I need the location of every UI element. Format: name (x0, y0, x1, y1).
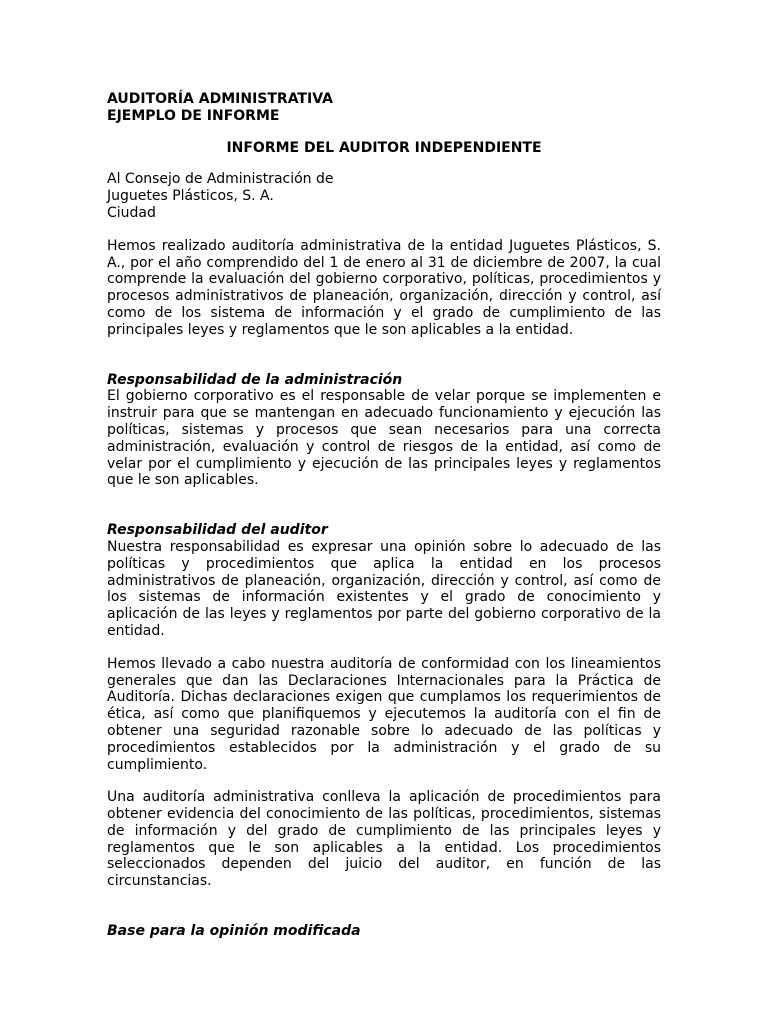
section-management-responsibility (107, 372, 661, 490)
section-title: Responsabilidad del auditor (107, 522, 328, 539)
section-auditor-responsibility (107, 522, 661, 890)
section-basis-modified-opinion (107, 923, 661, 940)
section-paragraph: El gobierno corporativo es el responsable de velar porque se implementen e instruir para que se mantengan en adecuado funcionamiento y ejecución las políticas, sistemas y procesos que sean necesarios para una correcta administración, evaluación y control de riesgos de la entidad, así como de velar por el cumplimiento y ejecución de las principales leyes y reglamentos que le son aplicables. (107, 388, 661, 489)
addressee-line: Ciudad (107, 204, 156, 221)
section-paragraph: Una auditoría administrativa conlleva la aplicación de procedimientos para obtener evidencia del conocimiento de las políticas, procedimientos, sistemas de información y del grado de cumplimiento de las principales leyes y reglamentos que le son aplicables a la entidad. Los procedimientos seleccionados dependen del juicio del auditor, en función de las circunstancias. (107, 789, 661, 890)
report-title: INFORME DEL AUDITOR INDEPENDIENTE (226, 139, 542, 156)
section-title: Responsabilidad de la administración (107, 371, 403, 388)
document-heading-line-2: EJEMPLO DE INFORME (107, 107, 280, 124)
section-paragraph: Nuestra responsabilidad es expresar una opinión sobre lo adecuado de las políticas y procedimientos que aplica la entidad en los procesos administrativos de planeación, organización, dirección y control, así como de los sistemas de información existentes y el grado de conocimiento y aplicación de las leyes y reglamentos por parte del gobierno corporativo de la entidad. (107, 538, 661, 639)
section-paragraph: Hemos llevado a cabo nuestra auditoría de conformidad con los lineamientos generales que dan las Declaraciones Internacionales para la Práctica de Auditoría. Dichas declaraciones exigen que cumplamos los requerimientos de ética, así como que planifiquemos y ejecutemos la auditoría con el fin de obtener una seguridad razonable sobre lo adecuado de las políticas y procedimientos establecidos por la administración y el grado de su cumplimiento. (107, 655, 661, 773)
addressee-line: Al Consejo de Administración de (107, 171, 334, 188)
addressee-block (107, 171, 661, 221)
intro-paragraph: Hemos realizado auditoría administrativa de la entidad Juguetes Plásticos, S. A., por el año comprendido del 1 de enero al 31 de diciembre de 2007, la cual comprende la evaluación del gobierno corporativo, políticas, procedimientos y procesos administrativos de planeación, organización, dirección y control, así como de los sistema de información y el grado de cumplimiento de las principales leyes y reglamentos que le son aplicables a la entidad. (107, 237, 661, 338)
addressee-line: Juguetes Plásticos, S. A. (107, 188, 274, 205)
section-title: Base para la opinión modificada (107, 923, 361, 940)
document-heading-line-1: AUDITORÍA ADMINISTRATIVA (107, 91, 333, 107)
document-page (107, 91, 661, 940)
